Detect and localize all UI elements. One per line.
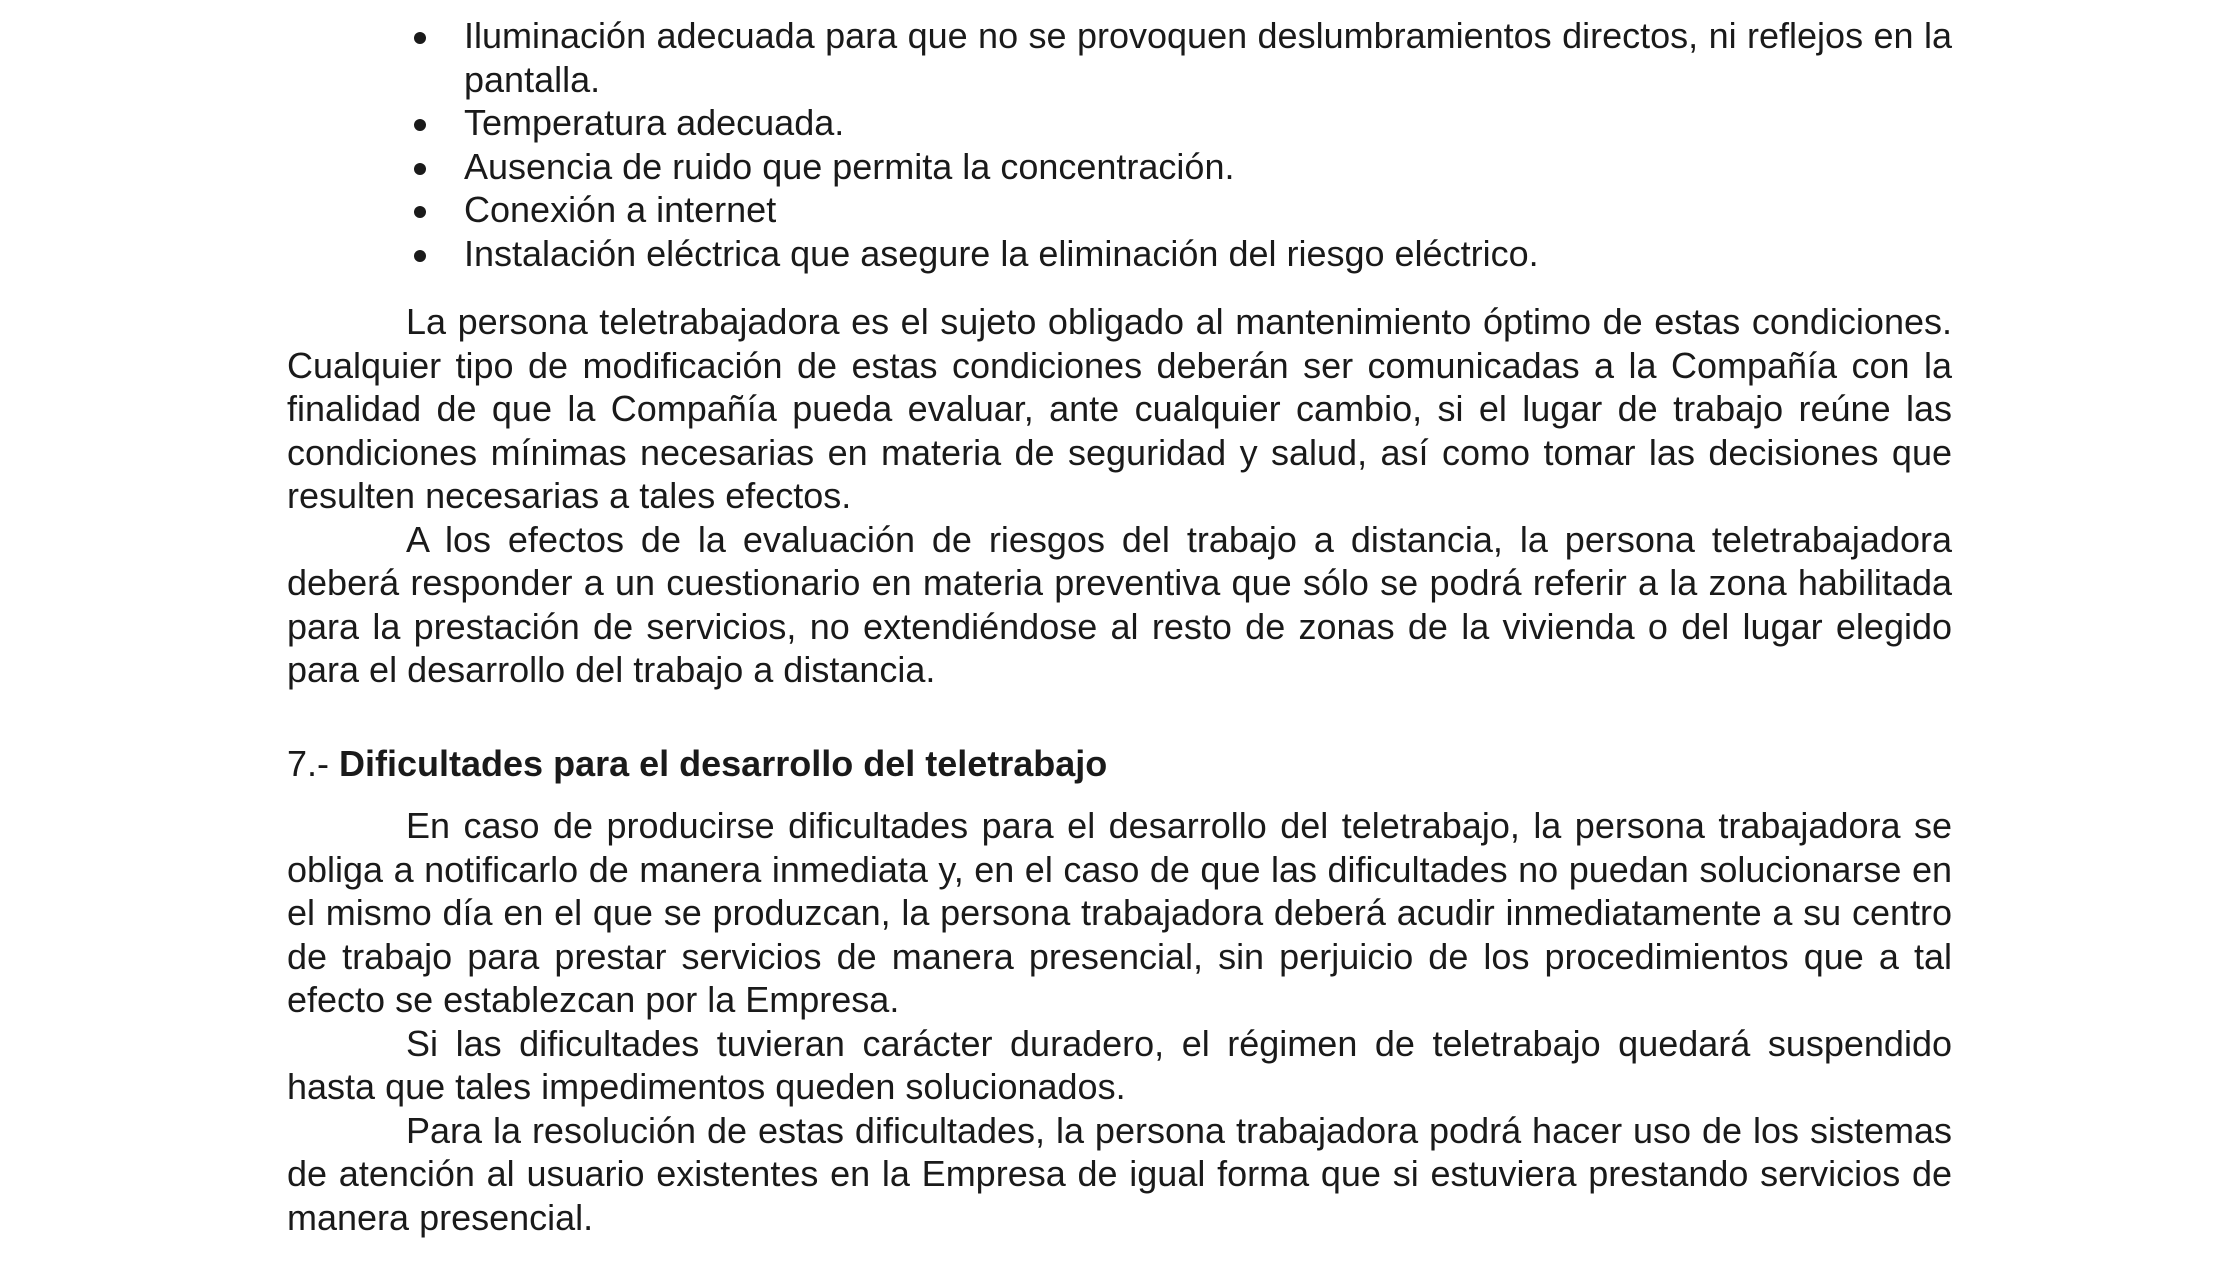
bullet-icon: [414, 32, 426, 44]
body-paragraph: Si las dificultades tuvieran carácter duradero, el régimen de teletrabajo quedará suspendido hasta que tales impedimentos queden solucionados.: [287, 1022, 1952, 1107]
body-paragraph: En caso de producirse dificultades para el desarrollo del teletrabajo, la persona trabajadora se obliga a notificarlo de manera inmediata y, en el caso de que las dificultades no puedan solucionarse en el mismo día en el que se produzcan, la persona trabajadora deberá acudir inmediatamente a su centro de trabajo para prestar servicios de manera presencial, sin perjuicio de los procedimientos que a tal efecto se establezcan por la Empresa.: [287, 805, 1952, 1020]
list-item: [287, 232, 1952, 276]
list-item: [287, 14, 1952, 101]
list-item-text: Conexión a internet: [464, 189, 777, 230]
spacer: [287, 275, 1952, 300]
section-title: Dificultades para el desarrollo del teletrabajo: [339, 742, 1108, 784]
section-heading: [287, 742, 1952, 786]
list-item-text: Iluminación adecuada para que no se provoquen deslumbramientos directos, ni reflejos en la pantalla.: [464, 15, 1952, 100]
requirements-list: [287, 14, 1952, 275]
spacer: [287, 785, 1952, 804]
list-item-text: Ausencia de ruido que permita la concentración.: [464, 145, 1235, 187]
body-paragraph: A los efectos de la evaluación de riesgos del trabajo a distancia, la persona teletrabajadora deberá responder a un cuestionario en materia preventiva que sólo se podrá referir a la zona habilitada para la prestación de servicios, no extendiéndose al resto de zonas de la vivienda o del lugar elegido para el desarrollo del trabajo a distancia.: [287, 518, 1952, 690]
document-page: [287, 14, 1952, 1239]
list-item: [287, 101, 1952, 145]
bullet-icon: [414, 250, 426, 262]
bullet-icon: [414, 119, 426, 131]
section-number: 7.-: [287, 742, 330, 784]
bullet-icon: [414, 163, 426, 175]
list-item: [287, 145, 1952, 189]
body-paragraph: Para la resolución de estas dificultades, la persona trabajadora podrá hacer uso de los sistemas de atención al usuario existentes en la Empresa de igual forma que si estuviera prestando servicios de manera presencial.: [287, 1109, 1952, 1238]
spacer: [287, 692, 1952, 742]
body-paragraph: La persona teletrabajadora es el sujeto obligado al mantenimiento óptimo de estas condiciones. Cualquier tipo de modificación de estas condiciones deberán ser comunicadas a la Compañía con la finalidad de que la Compañía pueda evaluar, ante cualquier cambio, si el lugar de trabajo reúne las condiciones mínimas necesarias en materia de seguridad y salud, así como tomar las decisiones que resulten necesarias a tales efectos.: [287, 301, 1952, 516]
bullet-icon: [414, 206, 426, 218]
list-item-text: Instalación eléctrica que asegure la eliminación del riesgo eléctrico.: [464, 232, 1539, 274]
list-item-text: Temperatura adecuada.: [464, 102, 845, 143]
list-item: [287, 188, 1952, 232]
